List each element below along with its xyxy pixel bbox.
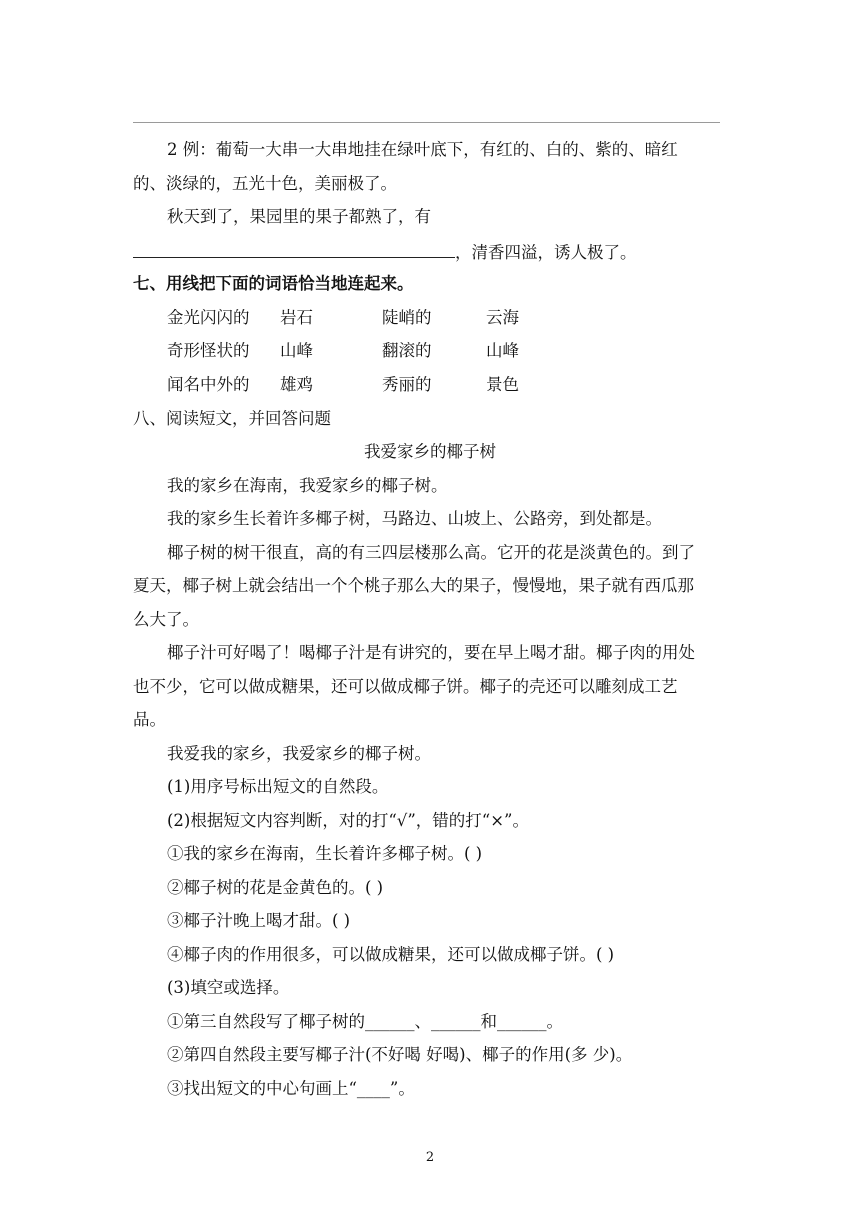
match-word: 奇形怪状的 (167, 341, 250, 360)
match-word: 金光闪闪的 (167, 308, 250, 327)
example-prompt: 秋天到了，果园里的果子都熟了，有 (167, 207, 431, 226)
passage-title: 我爱家乡的椰子树 (364, 442, 496, 461)
section-8-heading: 八、阅读短文，并回答问题 (133, 409, 331, 428)
match-word: 景色 (486, 375, 519, 394)
question-3: (3)填空或选择。 (167, 978, 290, 997)
match-word: 雄鸡 (280, 375, 313, 394)
judgement-item: ①我的家乡在海南，生长着许多椰子树。( ) (167, 844, 483, 863)
section-7-heading: 七、用线把下面的词语恰当地连起来。 (133, 274, 414, 293)
page-number: 2 (425, 1150, 435, 1165)
passage-paragraph-2: 我的家乡生长着许多椰子树，马路边、山坡上、公路旁，到处都是。 (167, 509, 662, 528)
match-word: 闻名中外的 (167, 375, 250, 394)
match-word: 陡峭的 (382, 308, 432, 327)
fill-item: ①第三自然段写了椰子树的______、______和______。 (167, 1012, 563, 1031)
judgement-item: ③椰子汁晚上喝才甜。( ) (167, 911, 351, 930)
match-word: 云海 (486, 308, 519, 327)
passage-paragraph-3-line-2: 夏天，椰子树上就会结出一个个桃子那么大的果子，慢慢地，果子就有西瓜那 (133, 576, 694, 595)
match-word: 秀丽的 (382, 375, 432, 394)
match-word: 翻滚的 (382, 341, 432, 360)
example-line-1: 2 例：葡萄一大串一大串地挂在绿叶底下，有红的、白的、紫的、暗红 (167, 140, 678, 159)
passage-paragraph-4-line-1: 椰子汁可好喝了！喝椰子汁是有讲究的，要在早上喝才甜。椰子肉的用处 (167, 643, 695, 662)
passage-paragraph-1: 我的家乡在海南，我爱家乡的椰子树。 (167, 476, 448, 495)
fill-in-suffix: ，清香四溢，诱人极了。 (455, 243, 637, 262)
passage-paragraph-3-line-1: 椰子树的树干很直，高的有三四层楼那么高。它开的花是淡黄色的。到了 (167, 543, 695, 562)
judgement-item: ④椰子肉的作用很多，可以做成糖果，还可以做成椰子饼。( ) (167, 945, 615, 964)
fill-item: ②第四自然段主要写椰子汁(不好喝 好喝)、椰子的作用(多 少)。 (167, 1045, 633, 1064)
passage-paragraph-3-line-3: 么大了。 (133, 610, 199, 629)
passage-paragraph-5: 我爱我的家乡，我爱家乡的椰子树。 (167, 744, 431, 763)
header-rule (133, 122, 720, 123)
answer-blank[interactable] (133, 240, 455, 258)
judgement-item: ②椰子树的花是金黄色的。( ) (167, 878, 384, 897)
passage-paragraph-4-line-2: 也不少，它可以做成糖果，还可以做成椰子饼。椰子的壳还可以雕刻成工艺 (133, 677, 678, 696)
fill-in-line (133, 240, 637, 264)
match-word: 岩石 (280, 308, 313, 327)
example-line-2: 的、淡绿的，五光十色，美丽极了。 (133, 174, 397, 193)
passage-paragraph-4-line-3: 品。 (133, 710, 166, 729)
fill-item: ③找出短文的中心句画上“____”。 (167, 1079, 415, 1098)
match-word: 山峰 (486, 341, 519, 360)
match-word: 山峰 (280, 341, 313, 360)
question-1: (1)用序号标出短文的自然段。 (167, 777, 389, 796)
question-2: (2)根据短文内容判断，对的打“√”，错的打“×”。 (167, 811, 529, 830)
